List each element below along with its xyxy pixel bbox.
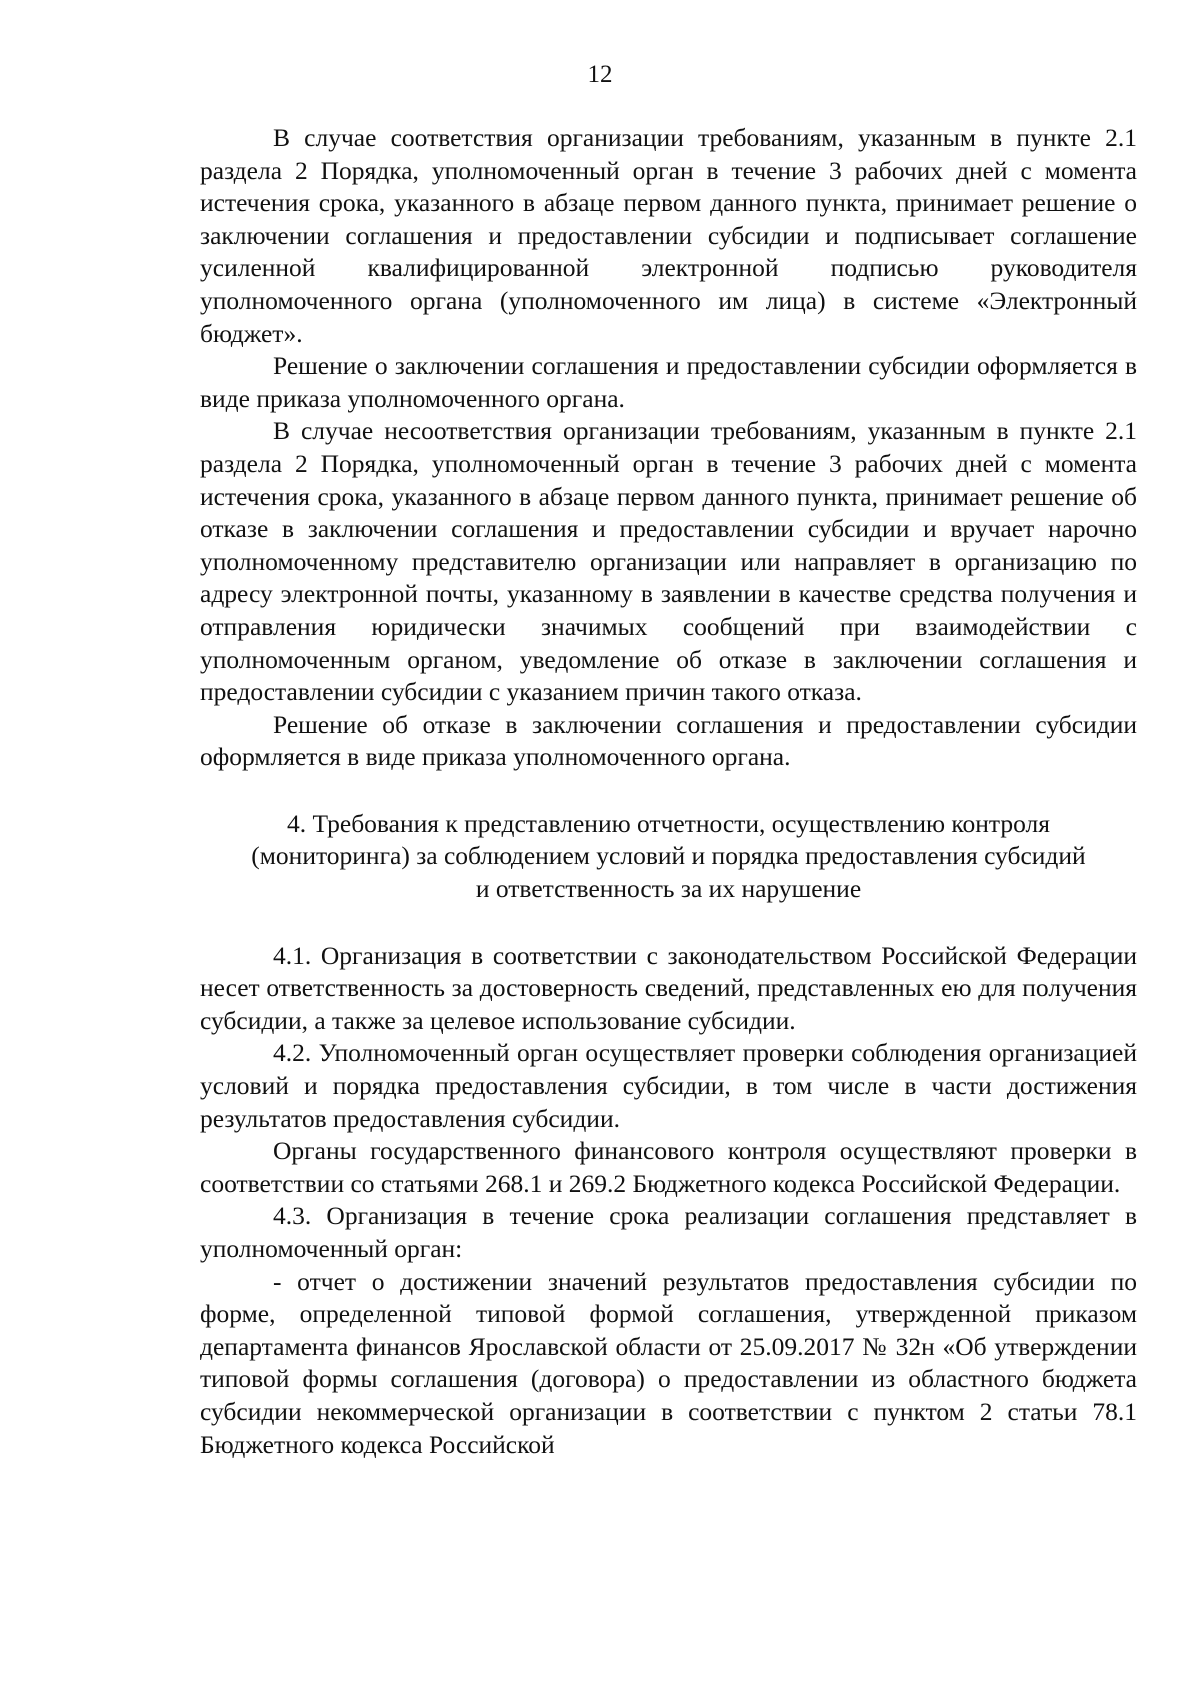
paragraph-financial-control: Органы государственного финансового контроля осуществляют проверки в соответствии со статьями 268.1 и 269.2 Бюджетного кодекса Российской Федерации.	[200, 1136, 1137, 1198]
section-heading-line: и ответственность за их нарушение	[475, 874, 862, 904]
paragraph-approval-decision: В случае соответствия организации требованиям, указанным в пункте 2.1 раздела 2 Порядка, уполномоченный орган в течение 3 рабочих дней с момента истечения срока, указанного в абзаце первом данного пункта, принимает решение о заключении соглашения и предоставлении субсидии и подписывает соглашение усиленной квалифицированной электронной подписью руководителя уполномоченного органа (уполномоченного им лица) в системе «Электронный бюджет».	[200, 123, 1137, 348]
section-heading-line: 4. Требования к представлению отчетности, осуществлению контроля	[287, 808, 1050, 838]
section-heading-line: (мониторинга) за соблюдением условий и порядка предоставления субсидий	[251, 841, 1086, 871]
paragraph-4-3: 4.3. Организация в течение срока реализации соглашения представляет в уполномоченный орган:	[200, 1201, 1137, 1263]
section-heading	[200, 808, 1137, 906]
page-number: 12	[587, 61, 613, 88]
paragraph-4-2: 4.2. Уполномоченный орган осуществляет проверки соблюдения организацией условий и порядка предоставления субсидии, в том числе в части достижения результатов предоставления субсидии.	[200, 1038, 1137, 1133]
paragraph-approval-order: Решение о заключении соглашения и предоставлении субсидии оформляется в виде приказа уполномоченного органа.	[200, 351, 1137, 413]
paragraph-refusal-decision: В случае несоответствия организации требованиям, указанным в пункте 2.1 раздела 2 Порядка, уполномоченный орган в течение 3 рабочих дней с момента истечения срока, указанного в абзаце первом данного пункта, принимает решение об отказе в заключении соглашения и предоставлении субсидии и вручает нарочно уполномоченному представителю организации или направляет в организацию по адресу электронной почты, указанному в заявлении в качестве средства получения и отправления юридически значимых сообщений при взаимодействии с уполномоченным органом, уведомление об отказе в заключении соглашения и предоставлении субсидии с указанием причин такого отказа.	[200, 416, 1137, 707]
document-body	[200, 122, 1137, 1461]
paragraph-refusal-order: Решение об отказе в заключении соглашения и предоставлении субсидии оформляется в виде приказа уполномоченного органа.	[200, 709, 1137, 772]
paragraph-4-1: 4.1. Организация в соответствии с законодательством Российской Федерации несет ответственность за достоверность сведений, представленных ею для получения субсидии, а также за целевое использование субсидии.	[200, 940, 1137, 1035]
paragraph-report-item: - отчет о достижении значений результатов предоставления субсидии по форме, определенной типовой формой соглашения, утвержденной приказом департамента финансов Ярославской области от 25.09.2017 № 32н «Об утверждении типовой формы соглашения (договора) о предоставлении из областного бюджета субсидии некоммерческой организации в соответствии с пунктом 2 статьи 78.1 Бюджетного кодекса Российской	[200, 1266, 1137, 1459]
